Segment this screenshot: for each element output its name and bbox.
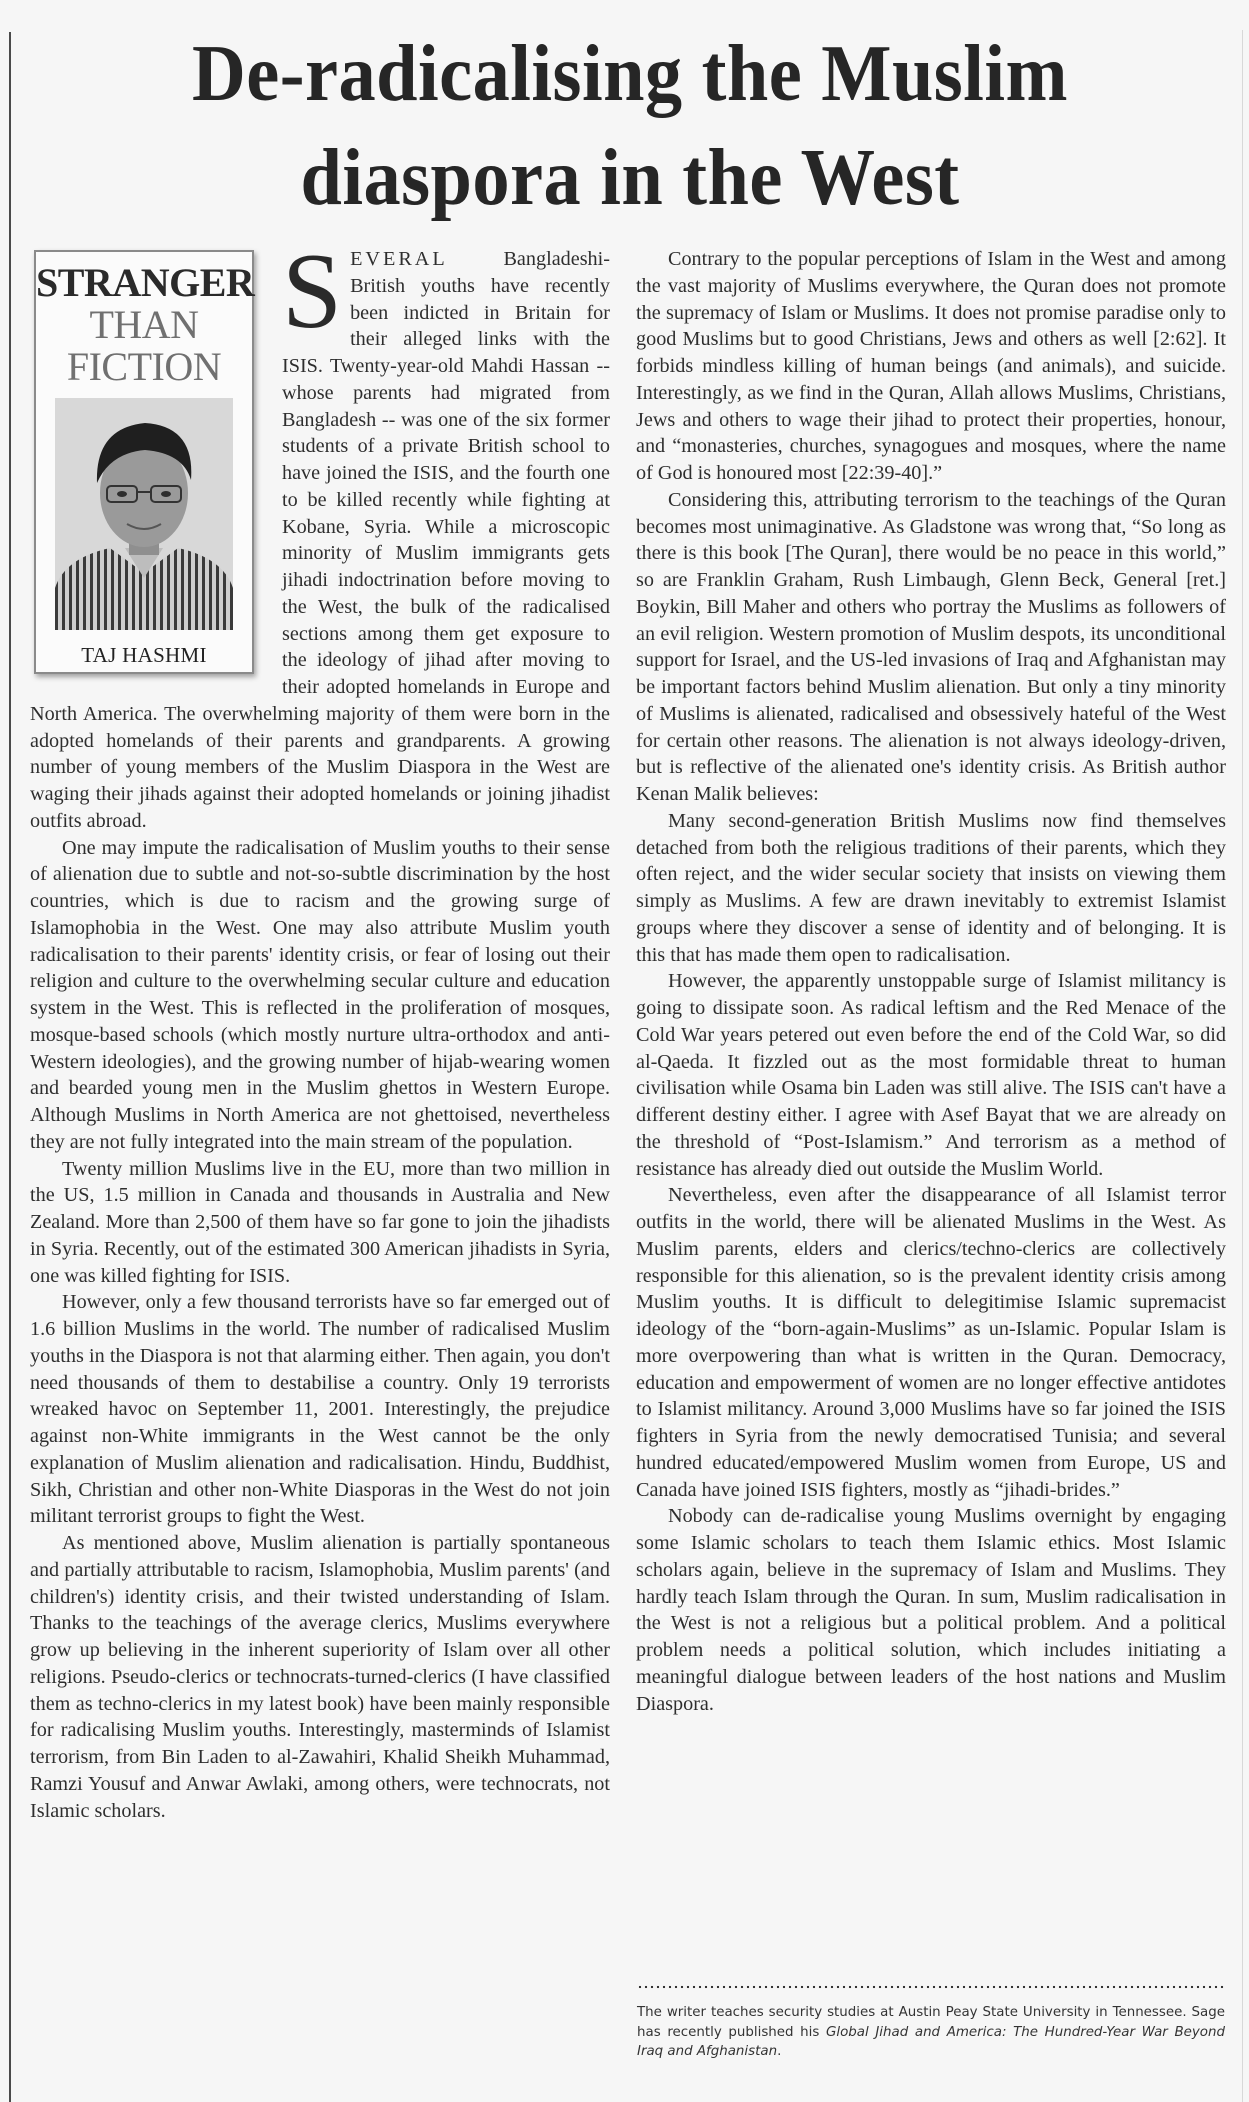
lead-caps: EVERAL	[350, 248, 448, 270]
article-paragraph: Considering this, attributing terrorism to the teachings of the Quran becomes most unimaginative. As Gladstone was wrong that, “So long as there is this book [The Quran], there would be no peace in this world,” so are Franklin Graham, Rush Limbaugh, Glenn Beck, General [ret.] Boykin, Bill Maher and others who portray the Muslims as followers of an evil religion. Western promotion of Muslim despots, its unconditional support for Israel, and the US-led invasions of Iraq and Afghanistan may be important factors behind Muslim alienation. But only a tiny minority of Muslims is alienated, radicalised and obsessively hateful of the West for certain other reasons. The alienation is not always ideology-driven, but is reflective of the alienated one's identity crisis. As British author Kenan Malik believes:	[636, 488, 1226, 805]
left-column	[30, 232, 610, 1824]
article-paragraph: However, only a few thousand terrorists have so far emerged out of 1.6 billion Muslims in the world. The number of radicalised Muslim youths in the Diaspora is not that alarming either. Then again, you don't need thousands of them to destabilise a country. Only 19 terrorists wreaked havoc on September 11, 2001. Interestingly, the prejudice against non-White immigrants in the West cannot be the only explanation of Muslim alienation and radicalisation. Hindu, Buddhist, Sikh, Christian and other non-White Diasporas in the West do not join militant terrorist groups to fight the West.	[30, 1291, 610, 1528]
right-column	[636, 246, 1226, 1717]
drop-cap: S	[282, 232, 343, 351]
bio-suffix: .	[777, 2044, 782, 2059]
left-column-rule	[9, 32, 11, 2102]
article-headline	[63, 22, 1198, 230]
article-paragraph: Nobody can de-radicalise young Muslims overnight by engaging some Islamic scholars to teach them Islamic ethics. Most Islamic scholars again, believe in the supremacy of Islam and Muslims. They hardly teach Islam through the Quran. In sum, Muslim radicalisation in the West is not a religious but a political problem. And a political problem needs a political solution, which includes initiating a meaningful dialogue between leaders of the host nations and Muslim Diaspora.	[636, 1505, 1226, 1715]
article-paragraph: As mentioned above, Muslim alienation is partially spontaneous and partially attributable to racism, Islamophobia, Muslim parents' (and children's) identity crisis, and their twisted understanding of Islam. Thanks to the teachings of the average clerics, Muslims everywhere grow up believing in the inherent superiority of Islam over all other religions. Pseudo-clerics or technocrats-turned-clerics (I have classified them as techno-clerics in my latest book) have been mainly responsible for radicalising Muslim youths. Interestingly, masterminds of Islamist terrorism, from Bin Laden to al-Zawahiri, Khalid Sheikh Muhammad, Ramzi Yousuf and Anwar Awlaki, among others, were technocrats, not Islamic scholars.	[30, 1532, 610, 1822]
author-name: TAJ HASHMI	[81, 643, 207, 667]
column-name-line-2: THAN	[89, 302, 199, 347]
dotted-divider	[637, 1985, 1225, 1989]
column-name-line-3: FICTION	[66, 344, 222, 389]
article-paragraph: Contrary to the popular perceptions of Islam in the West and among the vast majority of Muslims everywhere, the Quran does not promote the supremacy of Islam or Muslims. It does not promise paradise only to good Muslims but to good Christians, Jews and others as well [2:62]. It forbids mindless killing of human beings (and animals), and suicide. Interestingly, as we find in the Quran, Allah allows Muslims, Christians, Jews and others to wage their jihad to protect their properties, honour, and “monasteries, churches, synagogues and mosques, where the name of God is honoured most [22:39-40].”	[636, 248, 1226, 484]
headline-line-2: diaspora in the West	[300, 134, 960, 222]
article-paragraph: However, the apparently unstoppable surge of Islamist militancy is going to dissipate soon. As radical leftism and the Red Menace of the Cold War years petered out even before the end of the Cold War, so did al-Qaeda. It fizzled out as the most formidable threat to human civilisation while Osama bin Laden was still alive. The ISIS can't have a different destiny either. I agree with Asef Bayat that we are already on the threshold of “Post-Islamism.” And terrorism as a method of resistance has already died out outside the Muslim World.	[636, 970, 1226, 1180]
article-paragraph: Twenty million Muslims live in the EU, more than two million in the US, 1.5 million in Canada and thousands in Australia and New Zealand. More than 2,500 of them have so far gone to join the jihadists in Syria. Recently, out of the estimated 300 American jihadists in Syria, one was killed fighting for ISIS.	[30, 1157, 610, 1287]
article-paragraph: Nevertheless, even after the disappearance of all Islamist terror outfits in the world, there will be alienated Muslims in the West. As Muslim parents, elders and clerics/techno-clerics are collectively responsible for this alienation, so is the prevalent identity crisis among Muslim youths. It is difficult to delegitimise Islamic supremacist ideology of the “born-again-Muslims” as un-Islamic. Popular Islam is more overpowering than what is written in the Quran. Democracy, education and empowerment of women are no longer effective antidotes to Islamist militancy. Around 3,000 Muslims have so far joined the ISIS fighters in Syria from the newly democratised Tunisia; and several hundred educated/empowered Muslim women from Europe, US and Canada have joined ISIS fighters, mostly as “jihadi-brides.”	[636, 1184, 1226, 1501]
block-quote-paragraph: Many second-generation British Muslims now find themselves detached from both the religious traditions of their parents, which they often reject, and the wider secular society that insists on viewing them simply as Muslims. A few are drawn inevitably to extremist Islamist groups where they discover a sense of identity and of belonging. It is this that has made them open to radicalisation.	[636, 809, 1226, 966]
article-paragraph: One may impute the radicalisation of Muslim youths to their sense of alienation due to subtle and not-so-subtle discrimination by the host countries, which is due to racism and the growing surge of Islamophobia in the West. One may also attribute Muslim youth radicalisation to their parents' identity crisis, or fear of losing out their religion and culture to the overwhelming secular culture and education system in the West. This is reflected in the proliferation of mosques, mosque-based schools (which mostly nurture ultra-orthodox and anti-Western ideologies), and the growing number of hijab-wearing women and bearded young men in the Muslim ghettos in Western Europe. Although Muslims in North America are not ghettoised, nevertheless they are not fully integrated into the main stream of the population.	[30, 836, 610, 1153]
bio-text: The writer teaches security studies at Austin Peay State University in Tennessee. Sage has recently published his	[637, 2005, 1225, 2040]
column-sidebar-box	[34, 250, 254, 674]
author-portrait-icon	[55, 398, 233, 630]
book-title: Global Jihad and America: The Hundred-Year War Beyond Iraq and Afghanistan	[637, 2024, 1225, 2059]
column-name-line-1: STRANGER	[36, 260, 255, 305]
paragraph-text: Bangladeshi-British youths have recently been indicted in Britain for their alleged links with the ISIS. Twenty-year-old Mahdi Hassan -- whose parents had migrated from Bangladesh -- was one of the six former students of a private British school to have joined the ISIS, and the fourth one to be killed recently while fighting at Kobane, Syria. While a microscopic minority of Muslim immigrants gets jihadi indoctrination before moving to the West, the bulk of the radicalised sections among them get exposure to the ideology of jihad after moving to their adopted homelands in Europe and North America. The overwhelming majority of them were born in the adopted homelands of their parents and grandparents. A growing number of young members of the Muslim Diaspora in the West are waging their jihads against their adopted homelands or joining jihadist outfits abroad.	[30, 248, 610, 832]
author-bio-note	[637, 2003, 1225, 2062]
headline-line-1: De-radicalising the Muslim	[192, 30, 1068, 118]
author-photo-graphic	[55, 398, 233, 630]
right-edge-rule	[1242, 30, 1243, 2102]
